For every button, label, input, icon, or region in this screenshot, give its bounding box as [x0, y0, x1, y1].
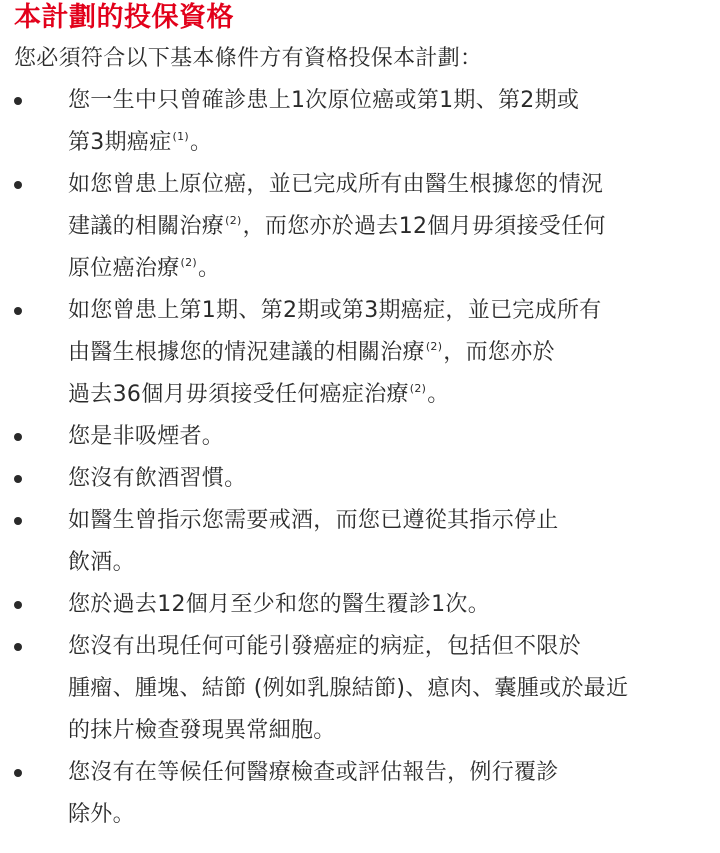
list-item: [14, 500, 720, 584]
bullet-icon: [14, 475, 22, 483]
bullet-icon: [14, 97, 22, 105]
criterion-text: 您沒有飲酒習慣。: [68, 466, 247, 491]
criterion-line: [68, 794, 720, 836]
bullet-icon: [14, 769, 22, 777]
list-item: [14, 458, 720, 500]
criterion-text: 。: [427, 382, 450, 407]
criterion-line: [68, 332, 720, 374]
criterion-text: 如您曾患上原位癌，並已完成所有由醫生根據您的情況: [68, 172, 604, 197]
criterion-text: 第3期癌症: [68, 130, 172, 155]
list-item: [14, 416, 720, 458]
bullet-icon: [14, 601, 22, 609]
list-item: [14, 80, 720, 164]
list-item: [14, 164, 720, 290]
criterion-text: 的抹片檢查發現異常細胞。: [68, 718, 336, 743]
criterion-text: 如您曾患上第1期、第2期或第3期癌症，並已完成所有: [68, 298, 602, 323]
eligibility-criteria-list: [14, 80, 720, 836]
criterion-text: 您是非吸煙者。: [68, 424, 225, 449]
list-item: [14, 584, 720, 626]
bullet-icon: [14, 307, 22, 315]
criterion-line: [68, 80, 720, 122]
criterion-text: 您沒有出現任何可能引發癌症的病症，包括但不限於: [68, 634, 581, 659]
criterion-text: 過去36個月毋須接受任何癌症治療: [68, 382, 409, 407]
criterion-text: 。: [198, 256, 221, 281]
criterion-text: 。: [189, 130, 213, 155]
criterion-text: 原位癌治療: [68, 256, 180, 281]
intro-text: 您必須符合以下基本條件方有資格投保本計劃：: [14, 46, 483, 71]
bullet-icon: [14, 517, 22, 525]
footnote-reference: (1): [172, 130, 189, 143]
criterion-line: [68, 584, 720, 626]
bullet-icon: [14, 181, 22, 189]
footnote-reference: (2): [225, 214, 242, 227]
footnote-reference: (2): [180, 256, 197, 269]
criterion-line: [68, 290, 720, 332]
criterion-line: [68, 416, 720, 458]
criterion-line: [68, 164, 720, 206]
criterion-line: [68, 248, 720, 290]
bullet-icon: [14, 433, 22, 441]
criterion-text: 飲酒。: [68, 550, 135, 575]
criterion-text: ，而您亦於過去12個月毋須接受任何: [242, 214, 606, 239]
list-item: [14, 290, 720, 416]
criterion-line: [68, 206, 720, 248]
criterion-line: [68, 458, 720, 500]
criterion-text: 除外。: [68, 802, 135, 827]
criterion-text: 如醫生曾指示您需要戒酒，而您已遵從其指示停止: [68, 508, 559, 533]
list-item: [14, 626, 720, 752]
criterion-line: [68, 500, 720, 542]
criterion-text: 建議的相關治療: [68, 214, 225, 239]
criterion-text: 您沒有在等候任何醫療檢查或評估報告，例行覆診: [68, 760, 559, 785]
criterion-line: [68, 122, 720, 164]
footnote-reference: (2): [409, 382, 427, 395]
criterion-line: [68, 668, 720, 710]
criterion-text: ，而您亦於: [443, 340, 555, 365]
criterion-line: [68, 374, 720, 416]
criterion-line: [68, 626, 720, 668]
section-title: 本計劃的投保資格: [14, 2, 234, 33]
criterion-text: 由醫生根據您的情況建議的相關治療: [68, 340, 425, 365]
bullet-icon: [14, 643, 22, 651]
criterion-text: 您於過去12個月至少和您的醫生覆診1次。: [68, 592, 490, 617]
criterion-line: [68, 752, 720, 794]
footnote-reference: (2): [425, 340, 443, 353]
criterion-text: 腫瘤、腫塊、結節 (例如乳腺結節)、瘜肉、囊腫或於最近: [68, 676, 629, 701]
criterion-line: [68, 542, 720, 584]
list-item: [14, 752, 720, 836]
criterion-line: [68, 710, 720, 752]
criterion-text: 您一生中只曾確診患上1次原位癌或第1期、第2期或: [68, 88, 580, 113]
